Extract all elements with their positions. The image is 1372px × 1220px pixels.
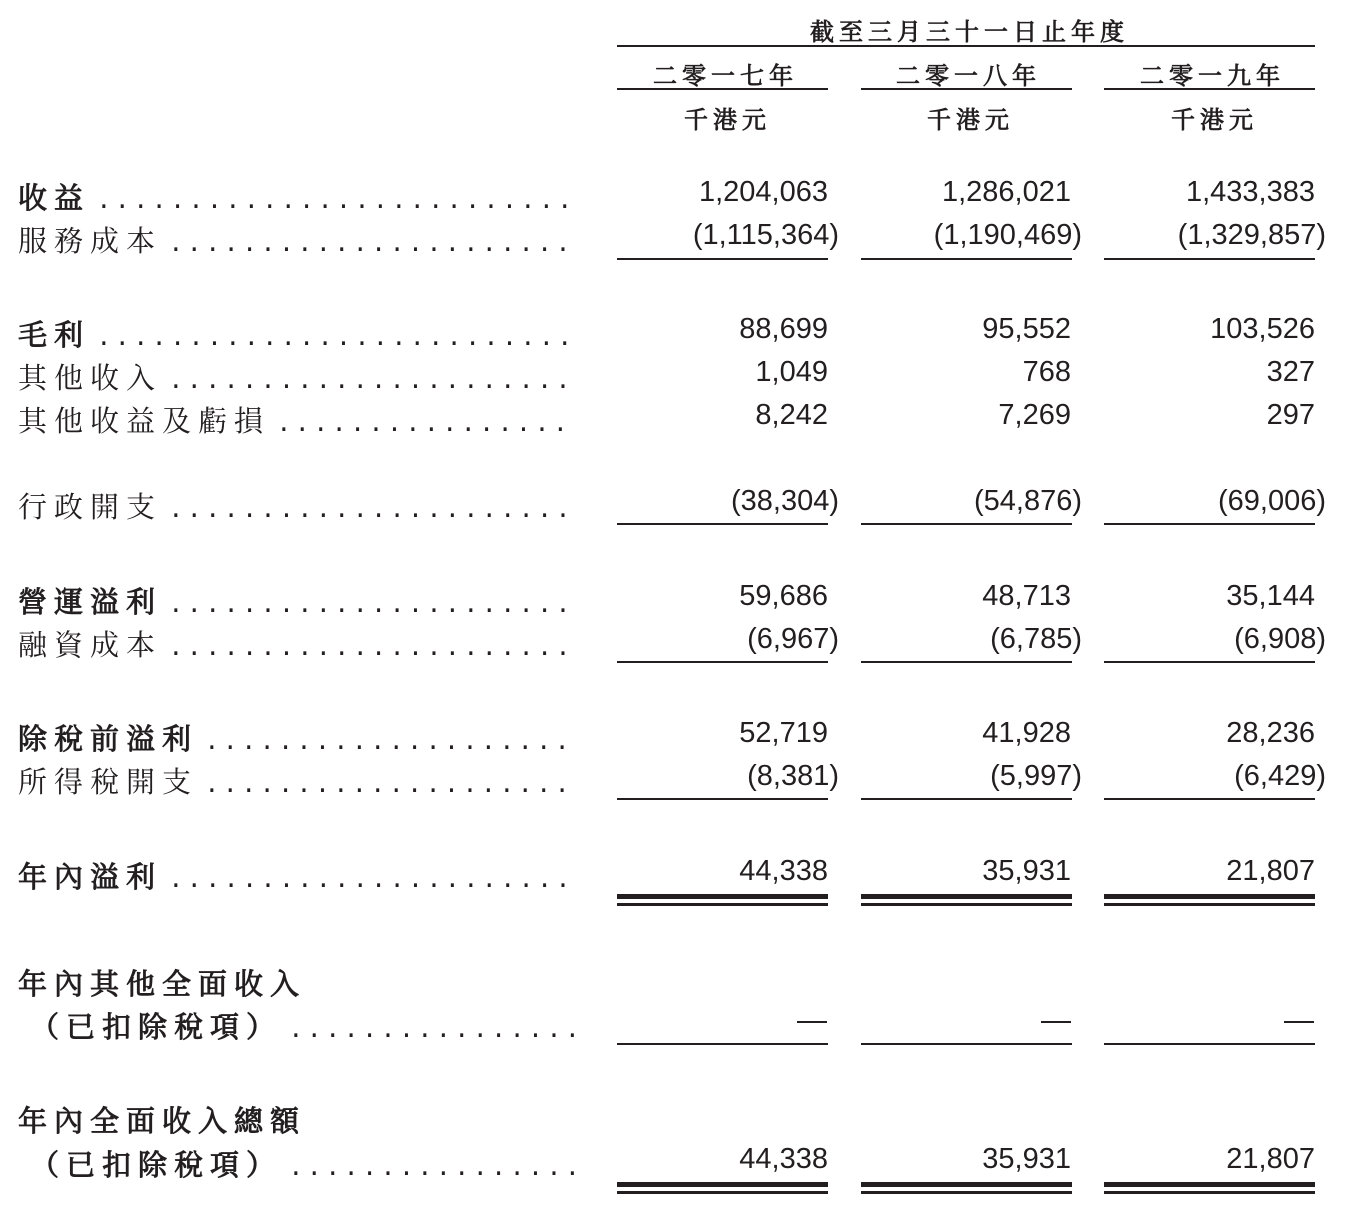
other-income-2019: 327 bbox=[1266, 356, 1315, 388]
total-double-rule-2017 bbox=[617, 894, 828, 906]
subtotal-rule-2018 bbox=[861, 258, 1072, 260]
admin-expenses-label: 行政開支 . . . bbox=[18, 485, 576, 526]
profit-before-tax-2019: 28,236 bbox=[1226, 717, 1315, 749]
other-income-2018: 768 bbox=[1022, 356, 1071, 388]
profit-before-tax-label: 除稅前溢利 . . . bbox=[18, 717, 576, 758]
profit-for-year-2018: 35,931 bbox=[982, 855, 1071, 887]
total-ci-label-line2: （已扣除稅項） . . . bbox=[30, 1143, 576, 1184]
income-tax-label: 所得稅開支 . . . bbox=[18, 760, 576, 801]
gross-profit-label: 毛利 . . . bbox=[18, 313, 576, 354]
other-gains-losses-2019: 297 bbox=[1266, 399, 1315, 431]
year-2019-heading: 二零一九年 bbox=[1140, 62, 1285, 90]
finance-costs-label: 融資成本 . . . bbox=[18, 623, 576, 664]
revenue-label: 收益 . . . bbox=[18, 176, 576, 217]
cost-of-services-label: 服務成本 . . . bbox=[18, 219, 576, 260]
subtotal-rule-2017 bbox=[617, 1043, 828, 1045]
income-tax-2018: (5,997) bbox=[990, 760, 1082, 792]
total-double-rule-2018 bbox=[861, 894, 1072, 906]
revenue-2018: 1,286,021 bbox=[941, 176, 1071, 208]
total-ci-2019: 21,807 bbox=[1226, 1143, 1315, 1175]
subtotal-rule-2019 bbox=[1104, 1043, 1315, 1045]
finance-costs-2018: (6,785) bbox=[990, 623, 1082, 655]
profit-for-year-2019: 21,807 bbox=[1226, 855, 1315, 887]
cost-of-services-2017: (1,115,364) bbox=[692, 219, 839, 251]
total-double-rule-2019 bbox=[1104, 1182, 1315, 1194]
subtotal-rule-2019 bbox=[1104, 661, 1315, 663]
other-income-2017: 1,049 bbox=[755, 356, 828, 388]
operating-profit-2017: 59,686 bbox=[739, 580, 828, 612]
total-ci-2017: 44,338 bbox=[739, 1143, 828, 1175]
period-underline bbox=[617, 45, 1315, 47]
unit-2017-heading: 千港元 bbox=[684, 106, 771, 134]
year-2017-heading: 二零一七年 bbox=[653, 62, 798, 90]
other-gains-losses-2018: 7,269 bbox=[998, 399, 1071, 431]
subtotal-rule-2018 bbox=[861, 661, 1072, 663]
total-double-rule-2017 bbox=[617, 1182, 828, 1194]
operating-profit-label: 營運溢利 . . . bbox=[18, 580, 576, 621]
total-double-rule-2018 bbox=[861, 1182, 1072, 1194]
total-ci-label-line1: 年內全面收入總額 bbox=[18, 1104, 307, 1138]
admin-expenses-2017: (38,304) bbox=[730, 485, 839, 517]
profit-for-year-2017: 44,338 bbox=[739, 855, 828, 887]
operating-profit-2018: 48,713 bbox=[982, 580, 1071, 612]
subtotal-rule-2017 bbox=[617, 523, 828, 525]
oci-2018-dash bbox=[1041, 1021, 1071, 1023]
other-gains-losses-label: 其他收益及虧損 . . . bbox=[18, 399, 576, 440]
finance-costs-2019: (6,908) bbox=[1234, 623, 1326, 655]
operating-profit-2019: 35,144 bbox=[1226, 580, 1315, 612]
finance-costs-2017: (6,967) bbox=[747, 623, 839, 655]
year-2018-heading: 二零一八年 bbox=[896, 62, 1041, 90]
admin-expenses-2019: (69,006) bbox=[1217, 485, 1326, 517]
oci-2017-dash bbox=[797, 1021, 827, 1023]
subtotal-rule-2019 bbox=[1104, 798, 1315, 800]
profit-before-tax-2018: 41,928 bbox=[982, 717, 1071, 749]
income-tax-2019: (6,429) bbox=[1234, 760, 1326, 792]
year-2019-underline bbox=[1104, 88, 1315, 90]
income-tax-2017: (8,381) bbox=[747, 760, 839, 792]
gross-profit-2019: 103,526 bbox=[1210, 313, 1315, 345]
subtotal-rule-2019 bbox=[1104, 523, 1315, 525]
gross-profit-2018: 95,552 bbox=[982, 313, 1071, 345]
other-gains-losses-2017: 8,242 bbox=[755, 399, 828, 431]
subtotal-rule-2018 bbox=[861, 798, 1072, 800]
subtotal-rule-2017 bbox=[617, 258, 828, 260]
admin-expenses-2018: (54,876) bbox=[973, 485, 1082, 517]
oci-label-line2: （已扣除稅項） . . . bbox=[30, 1005, 576, 1046]
profit-for-year-label: 年內溢利 . . . bbox=[18, 855, 576, 896]
revenue-2017: 1,204,063 bbox=[698, 176, 828, 208]
oci-label-line1: 年內其他全面收入 bbox=[18, 967, 307, 1001]
unit-2018-heading: 千港元 bbox=[927, 106, 1014, 134]
other-income-label: 其他收入 . . . bbox=[18, 356, 576, 397]
subtotal-rule-2019 bbox=[1104, 258, 1315, 260]
cost-of-services-2018: (1,190,469) bbox=[933, 219, 1082, 251]
subtotal-rule-2017 bbox=[617, 661, 828, 663]
unit-2019-heading: 千港元 bbox=[1171, 106, 1258, 134]
total-double-rule-2019 bbox=[1104, 894, 1315, 906]
cost-of-services-2019: (1,329,857) bbox=[1177, 219, 1326, 251]
subtotal-rule-2018 bbox=[861, 1043, 1072, 1045]
revenue-2019: 1,433,383 bbox=[1185, 176, 1315, 208]
subtotal-rule-2017 bbox=[617, 798, 828, 800]
year-2017-underline bbox=[617, 88, 828, 90]
year-2018-underline bbox=[861, 88, 1072, 90]
total-ci-2018: 35,931 bbox=[982, 1143, 1071, 1175]
oci-2019-dash bbox=[1284, 1021, 1314, 1023]
gross-profit-2017: 88,699 bbox=[739, 313, 828, 345]
profit-before-tax-2017: 52,719 bbox=[739, 717, 828, 749]
period-heading: 截至三月三十一日止年度 bbox=[810, 18, 1129, 46]
subtotal-rule-2018 bbox=[861, 523, 1072, 525]
